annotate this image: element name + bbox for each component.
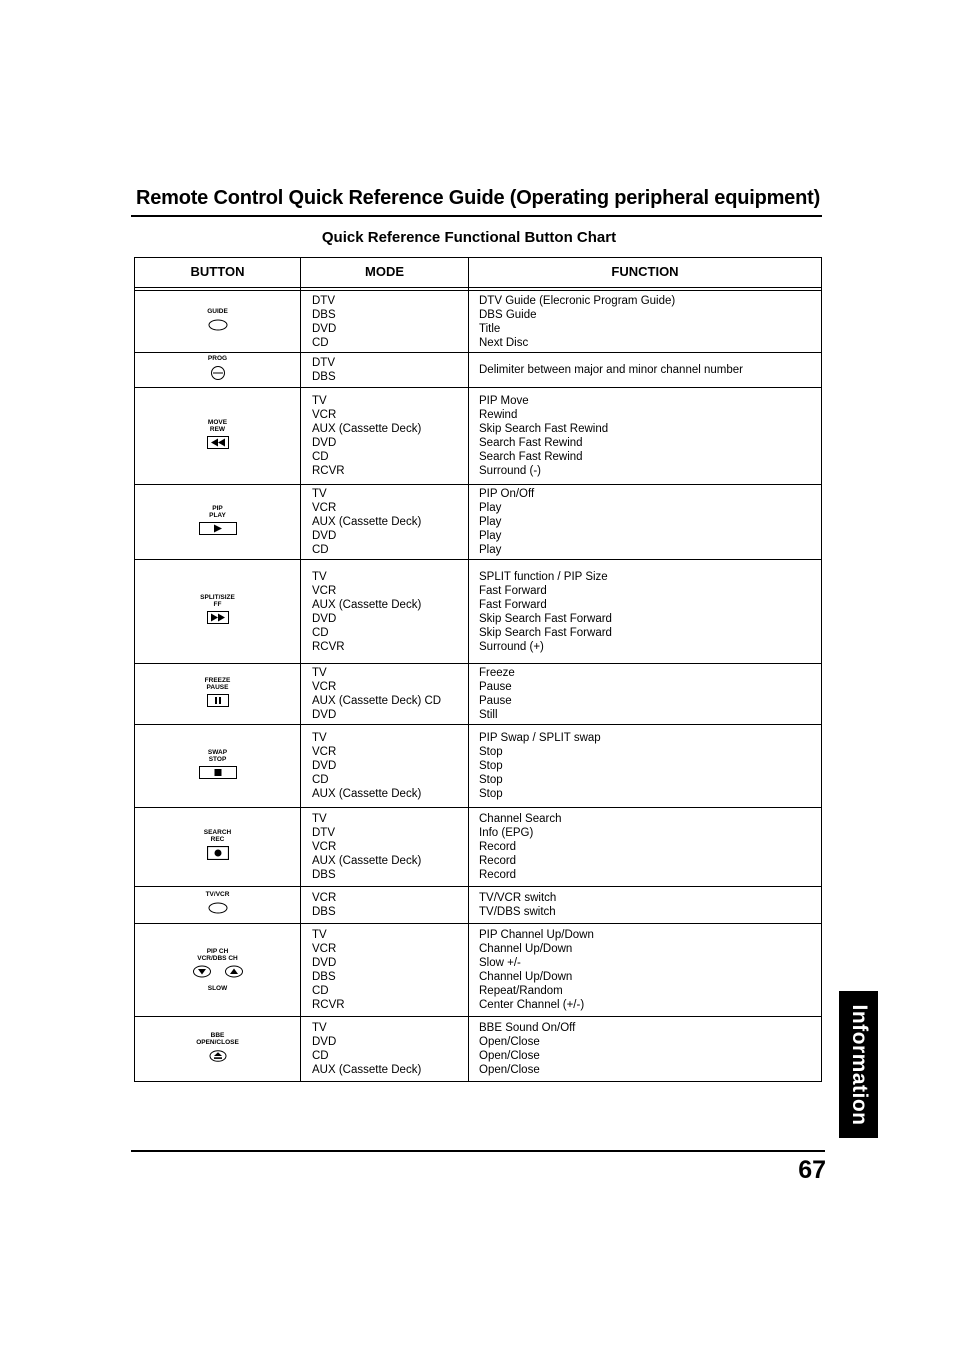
mode-item: VCR — [312, 584, 337, 597]
button-label: GUIDE — [207, 307, 228, 315]
mode-cell — [312, 664, 462, 724]
button-label: PLAY — [209, 511, 226, 519]
function-item: Stop — [479, 760, 503, 772]
function-item: Fast Forward — [479, 598, 547, 611]
mode-item: DVD — [312, 437, 337, 449]
mode-item: RCVR — [312, 640, 345, 653]
play-icon — [199, 522, 237, 540]
mode-item: DVD — [312, 760, 337, 772]
function-item: Freeze — [479, 667, 515, 679]
button-label: SPLIT/SIZE — [200, 594, 235, 601]
function-item: Repeat/Random — [479, 985, 563, 997]
mode-item: TV — [312, 1022, 327, 1034]
chart-subtitle: Quick Reference Functional Button Chart — [321, 229, 617, 246]
function-item: Record — [479, 855, 517, 867]
function-cell — [479, 924, 815, 1016]
mode-cell — [312, 808, 462, 886]
table-row — [135, 388, 821, 485]
rewind-icon — [207, 436, 229, 454]
mode-item: CD — [312, 1050, 329, 1062]
function-item: Pause — [479, 681, 512, 693]
button-label: SEARCH — [203, 829, 232, 836]
mode-item: TV — [312, 929, 327, 941]
mode-cell — [312, 725, 462, 807]
table-row — [135, 725, 821, 808]
function-item: Channel Up/Down — [479, 971, 573, 983]
mode-item: AUX (Cassette Deck) — [312, 788, 422, 800]
stop-icon — [199, 766, 237, 784]
mode-item: CD — [312, 451, 329, 463]
mode-item: TV — [312, 813, 327, 825]
button-label: REW — [209, 425, 226, 433]
button-label: MOVE — [207, 418, 228, 426]
button-label: SLOW — [207, 985, 228, 992]
mode-item: TV — [312, 667, 327, 679]
mode-item: AUX (Cassette Deck) — [312, 855, 422, 867]
button-cell — [135, 924, 300, 1016]
function-item: Surround (+) — [479, 640, 544, 653]
channel-up-down-icon — [192, 965, 244, 983]
function-item: Stop — [479, 788, 503, 800]
function-item: Next Disc — [479, 336, 529, 349]
mode-item: DVD — [312, 1036, 337, 1048]
table-row — [135, 485, 821, 560]
table-row — [135, 560, 821, 664]
header-button: BUTTON — [190, 264, 245, 279]
mode-item: DVD — [312, 957, 337, 969]
mode-item: AUX (Cassette Deck) — [312, 598, 422, 611]
mode-item: DTV — [312, 294, 335, 307]
mode-item: DBS — [312, 906, 336, 918]
function-item: Play — [479, 544, 502, 556]
function-item: DBS Guide — [479, 308, 537, 321]
button-label: BBE — [210, 1031, 225, 1039]
header-function: FUNCTION — [611, 264, 679, 279]
function-item: Stop — [479, 746, 503, 758]
mode-cell — [312, 485, 462, 559]
function-cell — [479, 560, 815, 663]
mode-cell — [312, 291, 462, 352]
function-item: TV/VCR switch — [479, 892, 557, 904]
function-item: Skip Search Fast Rewind — [479, 423, 609, 435]
mode-item: DBS — [312, 869, 336, 881]
mode-item: VCR — [312, 841, 337, 853]
button-cell — [135, 353, 300, 387]
prog-button-icon — [210, 365, 226, 386]
table-row — [135, 1017, 821, 1081]
button-cell — [135, 725, 300, 807]
tv-vcr-button-icon — [208, 901, 228, 919]
function-cell — [479, 353, 815, 387]
function-item: Skip Search Fast Forward — [479, 626, 612, 639]
function-item: DTV Guide (Elecronic Program Guide) — [479, 294, 676, 307]
table-row — [135, 887, 821, 924]
function-cell — [479, 808, 815, 886]
function-item: Stop — [479, 774, 503, 786]
function-cell — [479, 388, 815, 484]
function-item: Info (EPG) — [479, 827, 534, 839]
mode-cell — [312, 353, 462, 387]
function-item: Skip Search Fast Forward — [479, 612, 612, 625]
function-item: PIP On/Off — [479, 488, 535, 500]
fast-forward-icon — [207, 611, 229, 629]
mode-item: DBS — [312, 371, 336, 383]
section-tab-label: Information — [847, 1004, 871, 1125]
button-label: PIP — [212, 504, 223, 512]
mode-item: TV — [312, 732, 327, 744]
mode-item: VCR — [312, 681, 337, 693]
mode-item: CD — [312, 336, 329, 349]
page-number: 67 — [798, 1156, 826, 1184]
button-cell — [135, 808, 300, 886]
function-item: Delimiter between major and minor channel number — [479, 364, 743, 376]
mode-cell — [312, 388, 462, 484]
function-item: Channel Up/Down — [479, 943, 573, 955]
header-mode: MODE — [365, 264, 404, 279]
button-label: PROG — [207, 354, 228, 362]
function-item: Slow +/- — [479, 957, 521, 969]
mode-item: DVD — [312, 322, 337, 335]
function-item: PIP Channel Up/Down — [479, 929, 594, 941]
page-title: Remote Control Quick Reference Guide (Operating peripheral equipment) — [135, 187, 821, 209]
button-cell — [135, 664, 300, 724]
mode-item: DVD — [312, 612, 337, 625]
function-item: SPLIT function / PIP Size — [479, 570, 608, 583]
function-item: Open/Close — [479, 1036, 540, 1048]
button-cell — [135, 485, 300, 559]
function-item: Record — [479, 869, 517, 881]
function-item: Play — [479, 516, 502, 528]
pause-icon — [207, 694, 229, 712]
mode-item: CD — [312, 774, 329, 786]
button-label: SWAP — [207, 748, 228, 756]
function-item: Search Fast Rewind — [479, 451, 583, 463]
function-item: PIP Move — [479, 395, 529, 407]
function-item: Center Channel (+/-) — [479, 999, 585, 1011]
function-item: PIP Swap / SPLIT swap — [479, 732, 601, 744]
mode-cell — [312, 924, 462, 1016]
function-item: Pause — [479, 695, 512, 707]
mode-item: AUX (Cassette Deck) CD — [312, 695, 442, 707]
function-item: Search Fast Rewind — [479, 437, 583, 449]
button-label: OPEN/CLOSE — [196, 1038, 239, 1046]
function-cell — [479, 1017, 815, 1081]
function-item: Record — [479, 841, 517, 853]
button-label: PIP CH — [206, 948, 229, 955]
function-cell — [479, 485, 815, 559]
table-row — [135, 291, 821, 353]
function-item: Open/Close — [479, 1050, 540, 1062]
mode-item: RCVR — [312, 465, 345, 477]
mode-item: DTV — [312, 357, 335, 369]
mode-item: RCVR — [312, 999, 345, 1011]
mode-item: CD — [312, 544, 329, 556]
function-cell — [479, 887, 815, 923]
mode-item: DBS — [312, 308, 336, 321]
function-item: Play — [479, 502, 502, 514]
mode-item: DTV — [312, 827, 335, 839]
function-item: Play — [479, 530, 502, 542]
mode-cell — [312, 887, 462, 923]
function-item: Channel Search — [479, 813, 562, 825]
button-cell — [135, 291, 300, 352]
record-icon — [207, 846, 229, 865]
mode-item: VCR — [312, 892, 337, 904]
button-chart-table — [134, 257, 822, 1082]
title-rule — [131, 215, 822, 217]
button-label: STOP — [208, 755, 227, 763]
mode-item: DVD — [312, 530, 337, 542]
eject-icon — [209, 1049, 227, 1067]
footer-rule — [131, 1150, 825, 1152]
mode-item: DVD — [312, 709, 337, 721]
function-cell — [479, 664, 815, 724]
function-cell — [479, 725, 815, 807]
function-item: TV/DBS switch — [479, 906, 556, 918]
function-item: Title — [479, 322, 501, 335]
function-item: Rewind — [479, 409, 518, 421]
button-label: FF — [213, 601, 222, 608]
button-label: PAUSE — [206, 683, 229, 691]
button-cell — [135, 887, 300, 923]
button-cell — [135, 560, 300, 663]
table-row — [135, 353, 821, 388]
button-label: TV/VCR — [205, 891, 230, 898]
function-item: Surround (-) — [479, 465, 541, 477]
mode-item: AUX (Cassette Deck) — [312, 423, 422, 435]
mode-item: VCR — [312, 943, 337, 955]
function-item: Still — [479, 709, 498, 721]
mode-item: AUX (Cassette Deck) — [312, 1064, 422, 1076]
mode-item: TV — [312, 395, 327, 407]
button-label: FREEZE — [204, 676, 231, 684]
function-item: Open/Close — [479, 1064, 540, 1076]
guide-button-icon — [208, 318, 228, 336]
mode-item: VCR — [312, 409, 337, 421]
mode-cell — [312, 560, 462, 663]
button-label: REC — [210, 836, 225, 843]
function-item: BBE Sound On/Off — [479, 1022, 576, 1034]
table-header — [135, 258, 821, 286]
button-label: VCR/DBS CH — [197, 955, 238, 962]
section-tab — [839, 991, 878, 1138]
mode-item: TV — [312, 488, 327, 500]
mode-item: DBS — [312, 971, 336, 983]
mode-item: TV — [312, 570, 327, 583]
mode-item: CD — [312, 626, 329, 639]
function-item: Fast Forward — [479, 584, 547, 597]
table-row — [135, 924, 821, 1017]
mode-item: AUX (Cassette Deck) — [312, 516, 422, 528]
mode-cell — [312, 1017, 462, 1081]
mode-item: VCR — [312, 502, 337, 514]
function-cell — [479, 291, 815, 352]
mode-item: CD — [312, 985, 329, 997]
mode-item: VCR — [312, 746, 337, 758]
table-row — [135, 664, 821, 725]
button-cell — [135, 388, 300, 484]
table-row — [135, 808, 821, 887]
button-cell — [135, 1017, 300, 1081]
